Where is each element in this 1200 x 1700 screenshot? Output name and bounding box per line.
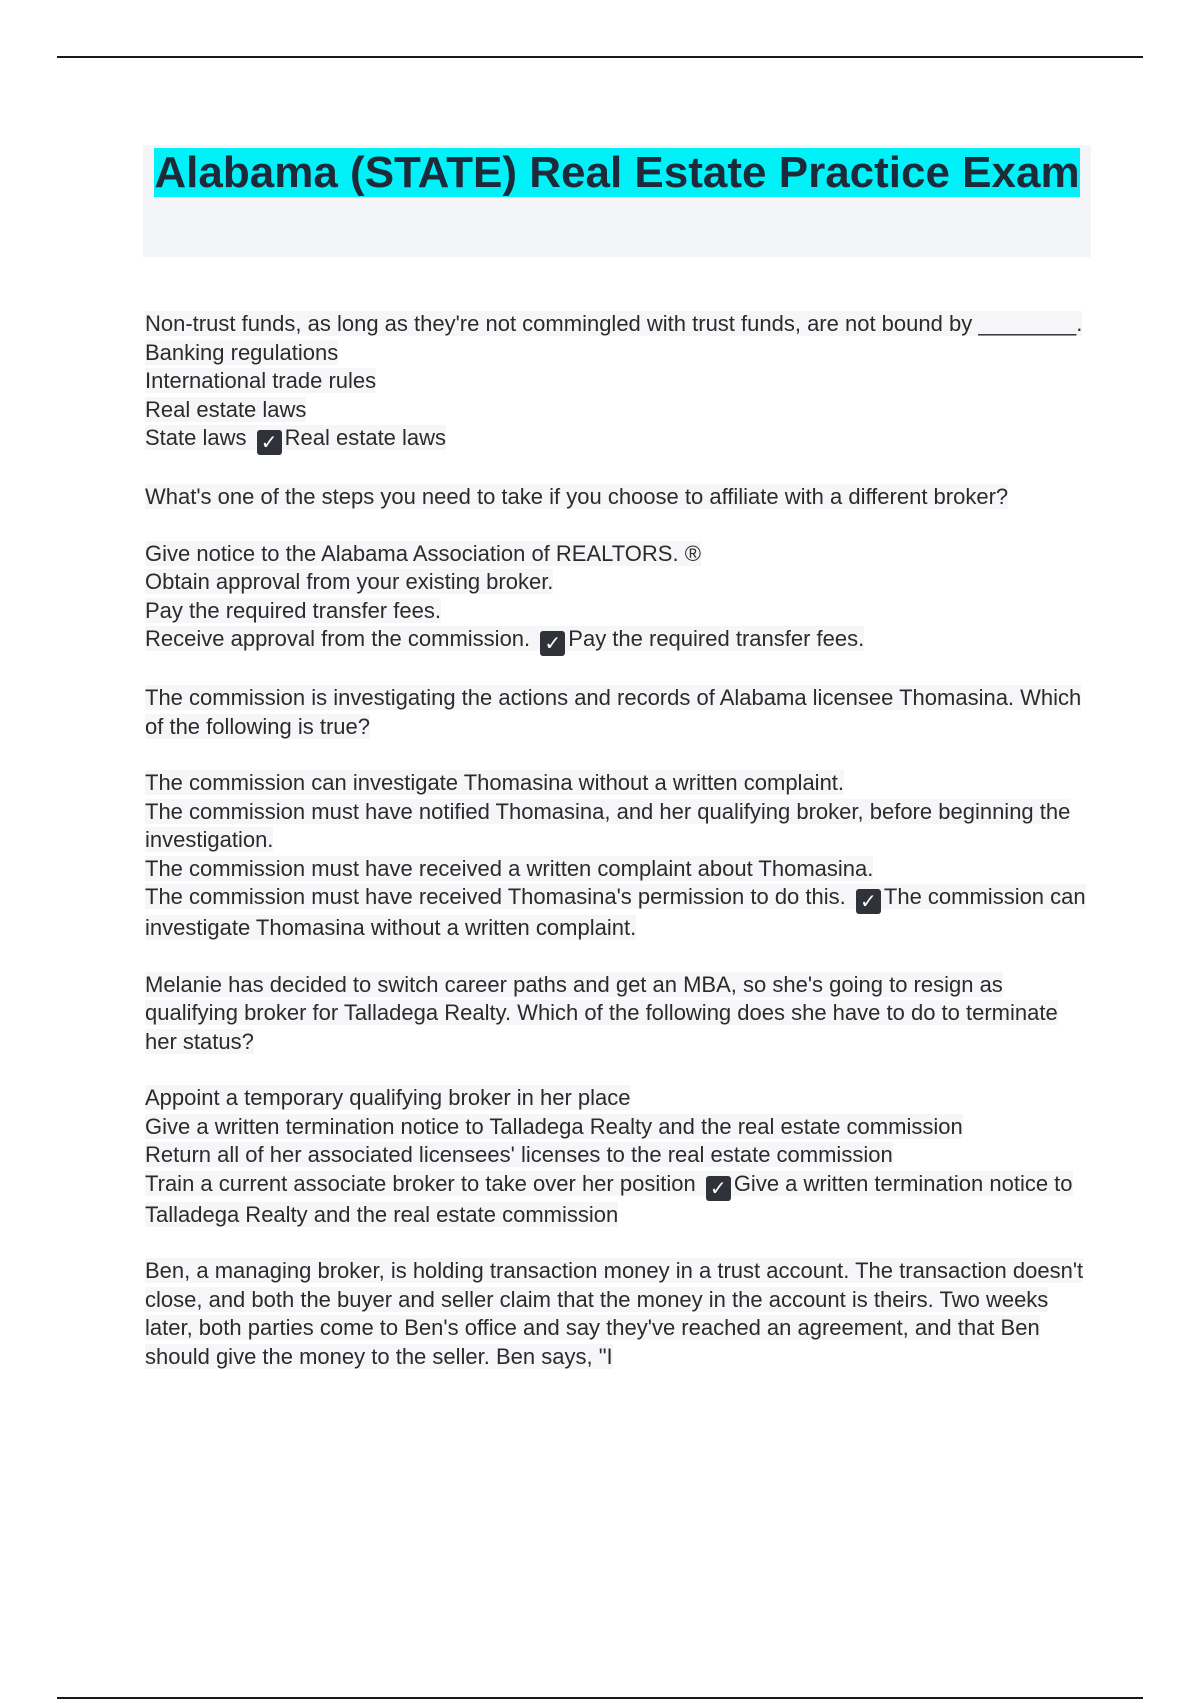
answer-option: State laws [145,425,247,450]
correct-answer: Pay the required transfer fees. [568,626,865,651]
question-block [145,684,1090,943]
answer-option: The commission must have notified Thomasina, and her qualifying broker, before beginning the investigation. [145,798,1071,852]
answer-option: Return all of her associated licensees' licenses to the real estate commission [145,1142,893,1167]
answer-option: Real estate laws [145,396,307,422]
answer-option: The commission can investigate Thomasina without a written complaint. [145,770,845,795]
answer-option: Receive approval from the commission. [145,626,531,651]
checkmark-icon: ✓ [540,631,565,656]
bottom-rule [57,1697,1143,1699]
correct-answer: Real estate laws [284,425,447,450]
question-block [145,971,1090,1230]
question-block [145,483,1090,656]
answer-option: Pay the required transfer fees. [145,597,441,623]
answer-option: Obtain approval from your existing broker. [145,569,554,594]
checkmark-icon: ✓ [706,1176,731,1201]
question-text: Melanie has decided to switch career paths and get an MBA, so she's going to resign as qualifying broker for Talladega Realty. Which of the following does she have to do to terminate her status? [145,971,1058,1054]
question-block [145,1257,1090,1371]
question-text: What's one of the steps you need to take if you choose to affiliate with a different broker? [145,484,1009,509]
title-banner [143,145,1091,257]
correct-answer: The commission can investigate Thomasina without a written complaint. [145,884,1086,940]
top-rule [57,56,1143,58]
checkmark-icon: ✓ [856,889,881,914]
answer-option: Give a written termination notice to Talladega Realty and the real estate commission [145,1113,963,1139]
answer-option: Banking regulations [145,339,339,365]
question-text: Non-trust funds, as long as they're not commingled with trust funds, are not bound by ________. [145,311,1083,336]
exam-content [145,310,1090,1399]
question-block [145,310,1090,455]
answer-option: Train a current associate broker to take over her position [145,1170,696,1196]
answer-option: International trade rules [145,368,377,393]
answer-option: Appoint a temporary qualifying broker in her place [145,1085,631,1110]
question-text: The commission is investigating the actions and records of Alabama licensee Thomasina. Which of the following is true? [145,685,1082,739]
answer-option: The commission must have received a written complaint about Thomasina. [145,855,874,881]
answer-option: Give notice to the Alabama Association of REALTORS. ® [145,540,701,566]
question-text: Ben, a managing broker, is holding transaction money in a trust account. The transaction doesn't close, and both the buyer and seller claim that the money in the account is theirs. Two weeks later, both parties come to Ben's office and say they've reached an agreement, and that Ben should give the money to the seller. Ben says, "I [145,1258,1084,1369]
checkmark-icon: ✓ [257,430,282,455]
correct-answer: Give a written termination notice to Talladega Realty and the real estate commission [145,1170,1073,1227]
page-title: Alabama (STATE) Real Estate Practice Exam [154,148,1080,197]
answer-option: The commission must have received Thomasina's permission to do this. [145,884,846,909]
